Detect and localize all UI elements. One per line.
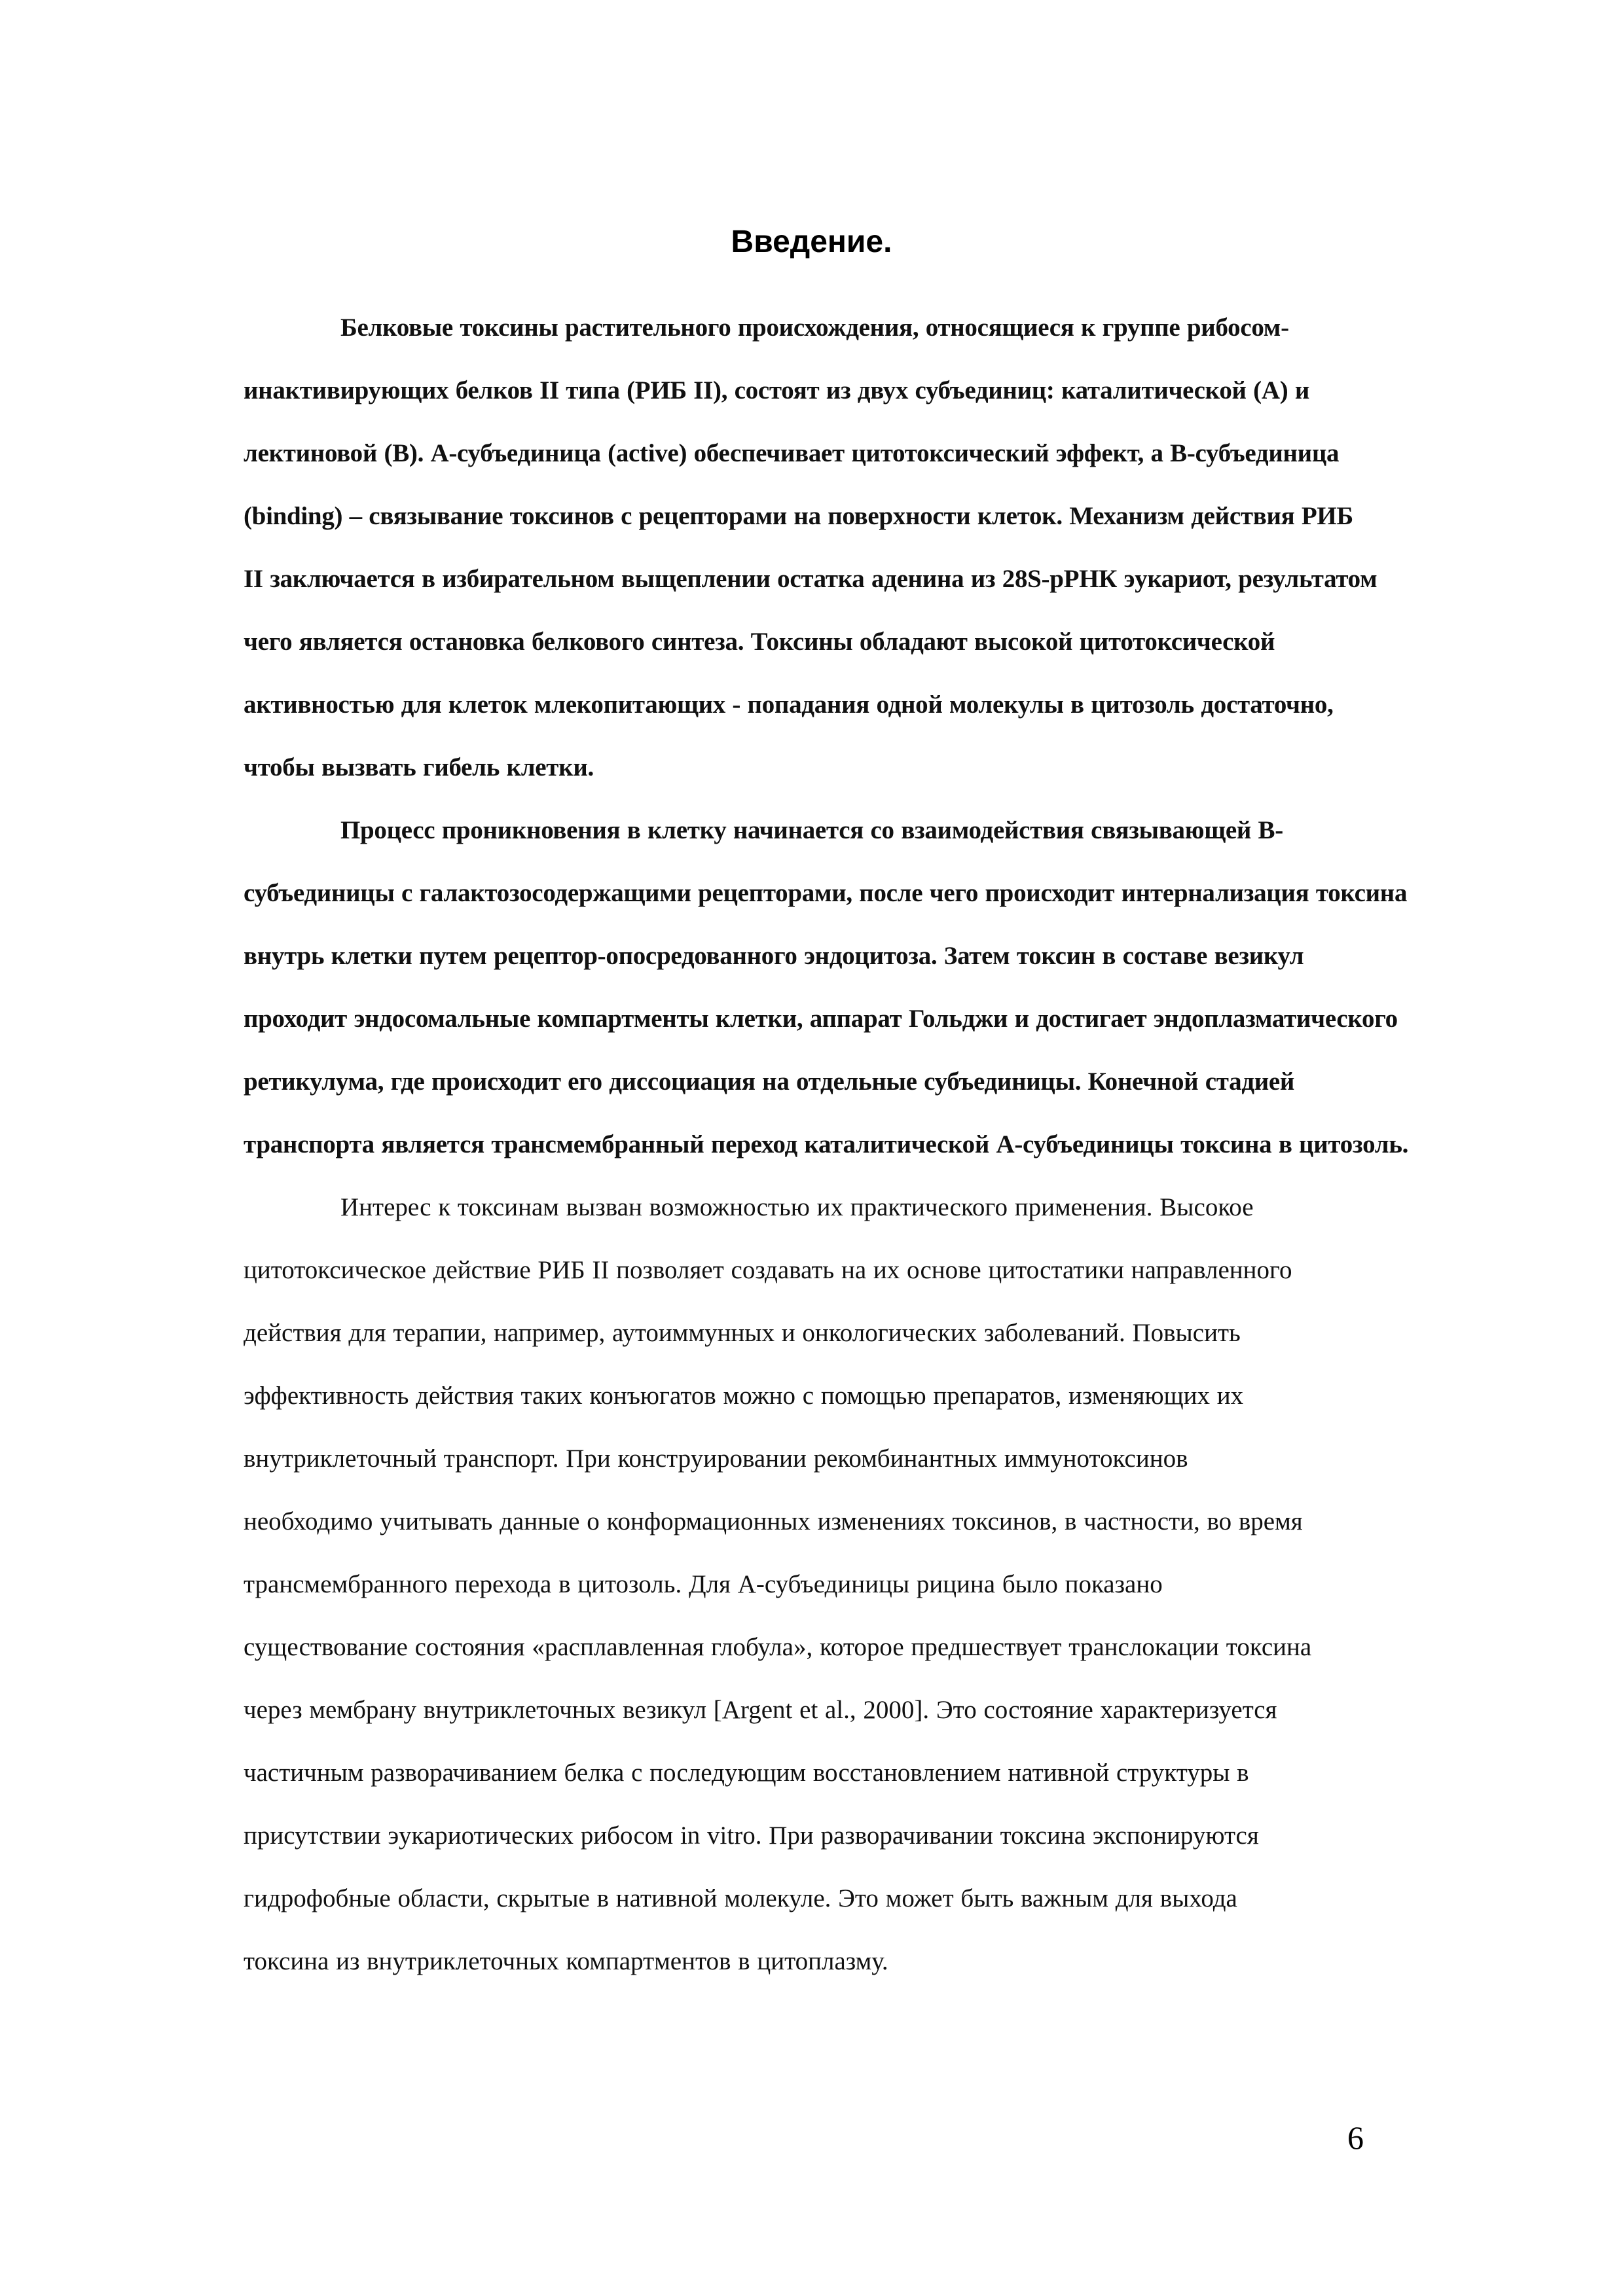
paragraph-line: присутствии эукариотических рибосом in vitro. При разворачивании токсина экспонируются [244, 1821, 1259, 1850]
paragraph-line: внутриклеточный транспорт. При конструировании рекомбинантных иммунотоксинов [244, 1444, 1188, 1473]
paragraph-line: необходимо учитывать данные о конформационных изменениях токсинов, в частности, во время [244, 1507, 1303, 1535]
paragraph-line: гидрофобные области, скрытые в нативной молекуле. Это может быть важным для выхода [244, 1884, 1237, 1912]
paragraph-line: чтобы вызвать гибель клетки. [244, 753, 594, 781]
paragraph-1 [244, 296, 1396, 799]
paragraph-line: эффективность действия таких конъюгатов можно с помощью препаратов, изменяющих их [244, 1382, 1244, 1410]
paragraph-line: лектиновой (В). А-субъединица (active) обеспечивает цитотоксический эффект, а В-субъединица [244, 439, 1340, 467]
paragraph-line: Интерес к токсинам вызван возможностью их практического применения. Высокое [340, 1193, 1254, 1221]
paragraph-line: через мембрану внутриклеточных везикул [Argent et al., 2000]. Это состояние характеризуется [244, 1696, 1277, 1724]
page-title: Введение. [731, 224, 892, 259]
paragraph-3 [244, 1176, 1396, 1993]
paragraph-line: действия для терапии, например, аутоиммунных и онкологических заболеваний. Повысить [244, 1319, 1241, 1347]
paragraph-line: существование состояния «расплавленная глобула», которое предшествует транслокации токсина [244, 1633, 1312, 1661]
paragraph-line: цитотоксическое действие РИБ II позволяет создавать на их основе цитостатики направленного [244, 1256, 1292, 1284]
paragraph-line: активностью для клеток млекопитающих - попадания одной молекулы в цитозоль достаточно, [244, 691, 1334, 719]
body-text [244, 296, 1409, 1993]
paragraph-line: проходит эндосомальные компартменты клетки, аппарат Гольджи и достигает эндоплазматического [244, 1005, 1398, 1033]
paragraph-line: II заключается в избирательном выщеплении остатка аденина из 28S-рРНК эукариот, результатом [244, 565, 1377, 593]
paragraph-2 [244, 799, 1409, 1176]
paragraph-line: транспорта является трансмембранный переход каталитической А-субъединицы токсина в цитозоль. [244, 1130, 1409, 1158]
paragraph-line: чего является остановка белкового синтеза. Токсины обладают высокой цитотоксической [244, 628, 1275, 656]
paragraph-line: субъединицы с галактозосодержащими рецепторами, после чего происходит интернализация токсина [244, 879, 1408, 907]
paragraph-line: трансмембранного перехода в цитозоль. Для А-субъединицы рицина было показано [244, 1570, 1163, 1598]
page-number: 6 [1347, 2119, 1364, 2156]
paragraph-line: частичным разворачиванием белка с последующим восстановлением нативной структуры в [244, 1759, 1249, 1787]
paragraph-line: токсина из внутриклеточных компартментов в цитоплазму. [244, 1947, 888, 1975]
paragraph-line: (binding) – связывание токсинов с рецепторами на поверхности клеток. Механизм действия РИБ [244, 502, 1353, 530]
paragraph-line: инактивирующих белков II типа (РИБ II), состоят из двух субъединиц: каталитической (А) и [244, 376, 1310, 404]
paragraph-line: внутрь клетки путем рецептор-опосредованного эндоцитоза. Затем токсин в составе везикул [244, 942, 1304, 970]
paragraph-line: Процесс проникновения в клетку начинается со взаимодействия связывающей В- [340, 816, 1283, 844]
paragraph-line: ретикулума, где происходит его диссоциация на отдельные субъединицы. Конечной стадией [244, 1067, 1295, 1096]
paragraph-line: Белковые токсины растительного происхождения, относящиеся к группе рибосом- [340, 314, 1289, 342]
